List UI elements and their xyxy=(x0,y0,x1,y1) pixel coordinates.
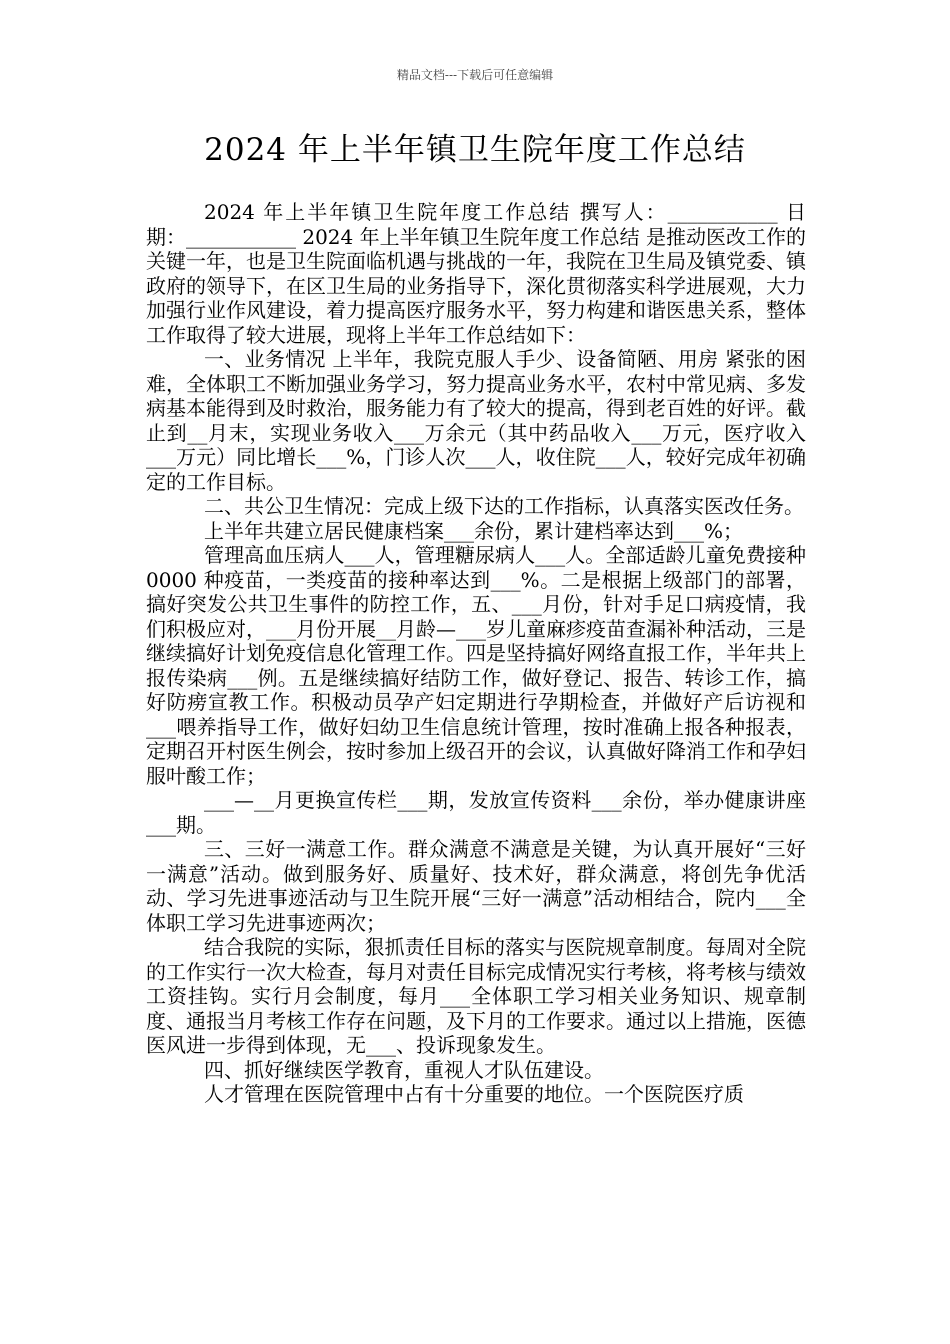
paragraph-satisfaction: 三、三好一满意工作。群众满意不满意是关键，为认真开展好“三好一满意”活动。做到服务好、质量好、技术好，群众满意，将创先争优活动、学习先进事迹活动与卫生院开展“三好一满意”活动相结合，院内___全体职工学习先进事迹两次； xyxy=(146,837,806,935)
document-title: 2024 年上半年镇卫生院年度工作总结 xyxy=(204,132,746,168)
paragraph-responsibility: 结合我院的实际，狠抓责任目标的落实与医院规章制度。每周对全院的工作实行一次大检查，每月对责任目标完成情况实行考核，将考核与绩效工资挂钩。实行月会制度，每月___全体职工学习相关业务知识、规章制度、通报当月考核工作存在问题，及下月的工作要求。通过以上措施，医德医风进一步得到体现，无___、投诉现象发生。 xyxy=(146,935,806,1057)
paragraph-education-heading: 四、抓好继续医学教育，重视人才队伍建设。 xyxy=(204,1057,604,1082)
paragraph-publicity: ___—__月更换宣传栏___期，发放宣传资料___余份，举办健康讲座___期。 xyxy=(146,788,806,837)
document-body xyxy=(146,200,806,1107)
paragraph-intro: 2024 年上半年镇卫生院年度工作总结 撰写人：___________ 日 期：___________ 2024 年上半年镇卫生院年度工作总结 是推动医改工作的关键一年，也是卫生院面临机遇与挑战的一年，我院在卫生局及镇党委、镇政府的领导下，在区卫生局的业务指导下，深化贯彻落实科学进展观，大力加强行业作风建设，着力提高医疗服务水平，努力构建和谐医患关系，整体工作取得了较大进展，现将上半年工作总结如下： xyxy=(146,200,806,347)
paragraph-health-records: 上半年共建立居民健康档案___余份，累计建档率达到___%； xyxy=(204,518,744,543)
paragraph-business: 一、业务情况 上半年，我院克服人手少、设备简陋、用房 紧张的困难，全体职工不断加强业务学习，努力提高业务水平，农村中常见病、多发病基本能得到及时救治，服务能力有了较大的提高，得到老百姓的好评。截止到__月末，实现业务收入___万余元（其中药品收入___万元，医疗收入___万元）同比增长___%，门诊人次___人，收住院___人，较好完成年初确定的工作目标。 xyxy=(146,347,806,494)
header-watermark: 精品文档---下载后可任意编辑 xyxy=(396,68,554,82)
paragraph-disease-management: 管理高血压病人___人，管理糖尿病人___人。全部适龄儿童免费接种 0000 种疫苗，一类疫苗的接种率达到___%。二是根据上级部门的部署，搞好突发公共卫生事件的防控工作，五、___月份，针对手足口病疫情，我们积极应对，___月份开展__月龄—___岁儿童麻疹疫苗查漏补种活动，三是继续搞好计划免疫信息化管理工作。四是坚持搞好网络直报工作，半年共上报传染病___例。五是继续搞好结防工作，做好登记、报告、转诊工作，搞好防痨宣教工作。积极动员孕产妇定期进行孕期检查，并做好产后访视和___喂养指导工作，做好妇幼卫生信息统计管理，按时准确上报各种报表，定期召开村医生例会，按时参加上级召开的会议，认真做好降消工作和孕妇服叶酸工作； xyxy=(146,543,806,788)
paragraph-public-health-heading: 二、共公卫生情况：完成上级下达的工作指标，认真落实医改任务。 xyxy=(204,494,804,518)
paragraph-talent: 人才管理在医院管理中占有十分重要的地位。一个医院医疗质 xyxy=(204,1082,744,1106)
